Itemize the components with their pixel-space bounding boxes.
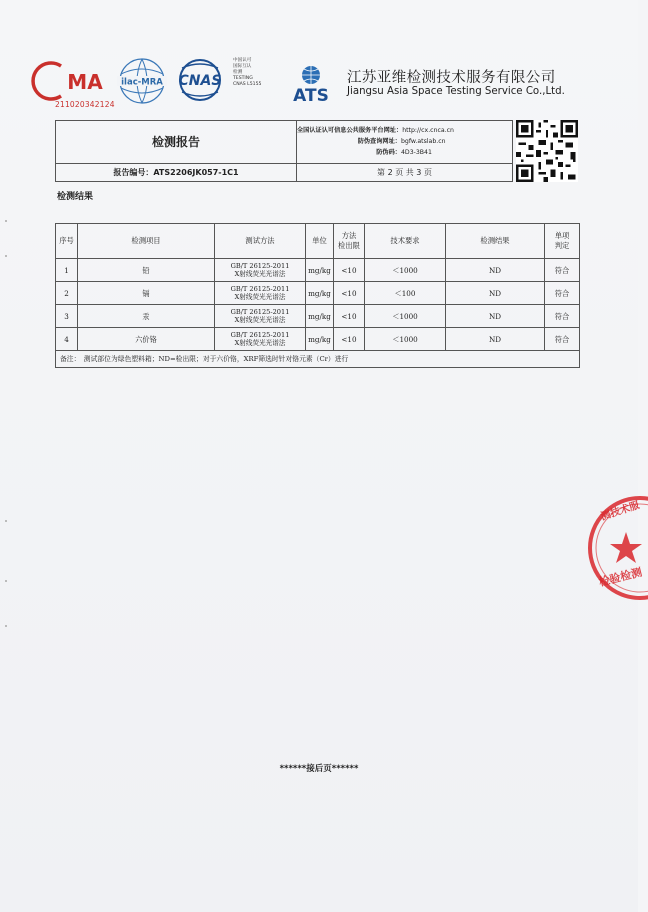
table-row xyxy=(56,282,580,305)
cell-verdict: 符合 xyxy=(545,328,580,351)
platform-label: 全国认证认可信息公共服务平台网址： xyxy=(297,127,403,134)
cma-code: 211020342124 xyxy=(55,100,115,109)
cell-method xyxy=(215,328,306,351)
method-standard: GB/T 26125-2011 xyxy=(230,307,290,316)
header-result: 检测结果 xyxy=(446,224,545,259)
cell-requirement: ＜1000 xyxy=(365,328,446,351)
method-standard: GB/T 26125-2011 xyxy=(230,261,290,270)
cma-logo xyxy=(55,60,113,102)
cell-item: 六价铬 xyxy=(78,328,215,351)
cell-method xyxy=(215,282,306,305)
anti-fake-code: 4D3-3B41 xyxy=(401,149,432,156)
cell-unit: mg/kg xyxy=(306,328,334,351)
anti-fake-code-row xyxy=(297,147,512,158)
platform-row xyxy=(297,125,512,136)
header-item: 检测项目 xyxy=(78,224,215,259)
cell-result: ND xyxy=(446,259,545,282)
cell-requirement: ＜1000 xyxy=(365,259,446,282)
method-technique: X射线荧光光谱法 xyxy=(234,293,286,301)
cell-verdict: 符合 xyxy=(545,259,580,282)
cell-unit: mg/kg xyxy=(306,305,334,328)
table-note-row xyxy=(56,351,580,368)
cell-method xyxy=(215,305,306,328)
cell-no: 4 xyxy=(56,328,78,351)
table-header-row xyxy=(56,224,580,259)
cell-mdl: <10 xyxy=(334,282,365,305)
verification-info xyxy=(297,125,512,158)
cell-mdl: <10 xyxy=(334,259,365,282)
binder-dot xyxy=(5,520,7,522)
report-number: 报告编号：ATS2206JK057-1C1 xyxy=(113,168,239,177)
svg-text:CNAS: CNAS xyxy=(178,73,222,89)
cell-verdict: 符合 xyxy=(545,282,580,305)
method-standard: GB/T 26125-2011 xyxy=(230,284,290,293)
qr-code-icon xyxy=(516,120,578,182)
results-table xyxy=(55,223,580,368)
continued-marker: ******接后页****** xyxy=(279,764,359,774)
binder-dot xyxy=(5,625,7,627)
method-technique: X射线荧光光谱法 xyxy=(234,339,286,347)
method-technique: X射线荧光光谱法 xyxy=(234,316,286,324)
company-name-en: Jiangsu Asia Space Testing Service Co.,Ltd. xyxy=(347,86,565,97)
header-mdl-line2: 检出限 xyxy=(338,241,360,250)
cell-verdict: 符合 xyxy=(545,305,580,328)
anti-fake-label: 防伪查询网址： xyxy=(357,138,401,145)
method-standard: GB/T 26125-2011 xyxy=(230,330,290,339)
binder-dot xyxy=(5,580,7,582)
anti-fake-code-label: 防伪码： xyxy=(376,149,401,156)
svg-text:检验检测: 检验检测 xyxy=(597,565,644,589)
cell-item: 汞 xyxy=(78,305,215,328)
table-note: 备注： 测试部位为绿色塑料箱；ND=检出限；对于六价铬，XRF筛选时针对铬元素（Cr）进行 xyxy=(56,351,580,368)
header-verdict-line2: 判定 xyxy=(554,241,570,250)
header-mdl-line1: 方法 xyxy=(341,231,357,240)
cell-mdl: <10 xyxy=(334,328,365,351)
binder-dot xyxy=(5,220,7,222)
official-seal-icon xyxy=(588,488,648,612)
cell-result: ND xyxy=(446,305,545,328)
cell-unit: mg/kg xyxy=(306,259,334,282)
cell-no: 2 xyxy=(56,282,78,305)
cell-result: ND xyxy=(446,282,545,305)
table-row xyxy=(56,328,580,351)
cell-no: 3 xyxy=(56,305,78,328)
binder-dot xyxy=(5,255,7,257)
svg-text:ATS: ATS xyxy=(293,86,329,106)
svg-text:ilac-MRA: ilac-MRA xyxy=(121,77,163,88)
cell-result: ND xyxy=(446,328,545,351)
platform-url[interactable]: http://cx.cnca.cn xyxy=(402,127,454,134)
svg-text:测技术服: 测技术服 xyxy=(599,500,641,523)
table-row xyxy=(56,259,580,282)
cell-method xyxy=(215,259,306,282)
cell-requirement: ＜1000 xyxy=(365,305,446,328)
report-title: 检测报告 xyxy=(151,135,200,149)
header-verdict-line1: 单项 xyxy=(554,231,570,240)
table-row xyxy=(56,305,580,328)
anti-fake-url[interactable]: bgfw.atslab.cn xyxy=(401,138,446,145)
svg-text:MA: MA xyxy=(67,70,103,94)
header-mdl xyxy=(334,224,365,259)
cell-requirement: ＜100 xyxy=(365,282,446,305)
section-title: 检测结果 xyxy=(57,192,94,202)
cell-unit: mg/kg xyxy=(306,282,334,305)
company-name-cn: 江苏亚维检测技术服务有限公司 xyxy=(347,70,556,86)
page-info: 第 2 页 共 3 页 xyxy=(377,168,432,177)
ats-logo xyxy=(280,64,342,104)
header-no: 序号 xyxy=(56,224,78,259)
method-technique: X射线荧光光谱法 xyxy=(234,270,286,278)
cell-item: 铅 xyxy=(78,259,215,282)
cnas-caption: 中国认可 国际互认 检测 TESTING CNAS L5155 xyxy=(233,58,262,87)
header-method: 测试方法 xyxy=(215,224,306,259)
anti-fake-row xyxy=(297,136,512,147)
report-header-box xyxy=(55,120,513,182)
cnas-logo xyxy=(170,58,230,102)
cell-item: 镉 xyxy=(78,282,215,305)
ilac-mra-logo xyxy=(117,56,167,106)
header-requirement: 技术要求 xyxy=(365,224,446,259)
cell-mdl: <10 xyxy=(334,305,365,328)
header-verdict xyxy=(545,224,580,259)
header-unit: 单位 xyxy=(306,224,334,259)
cell-no: 1 xyxy=(56,259,78,282)
